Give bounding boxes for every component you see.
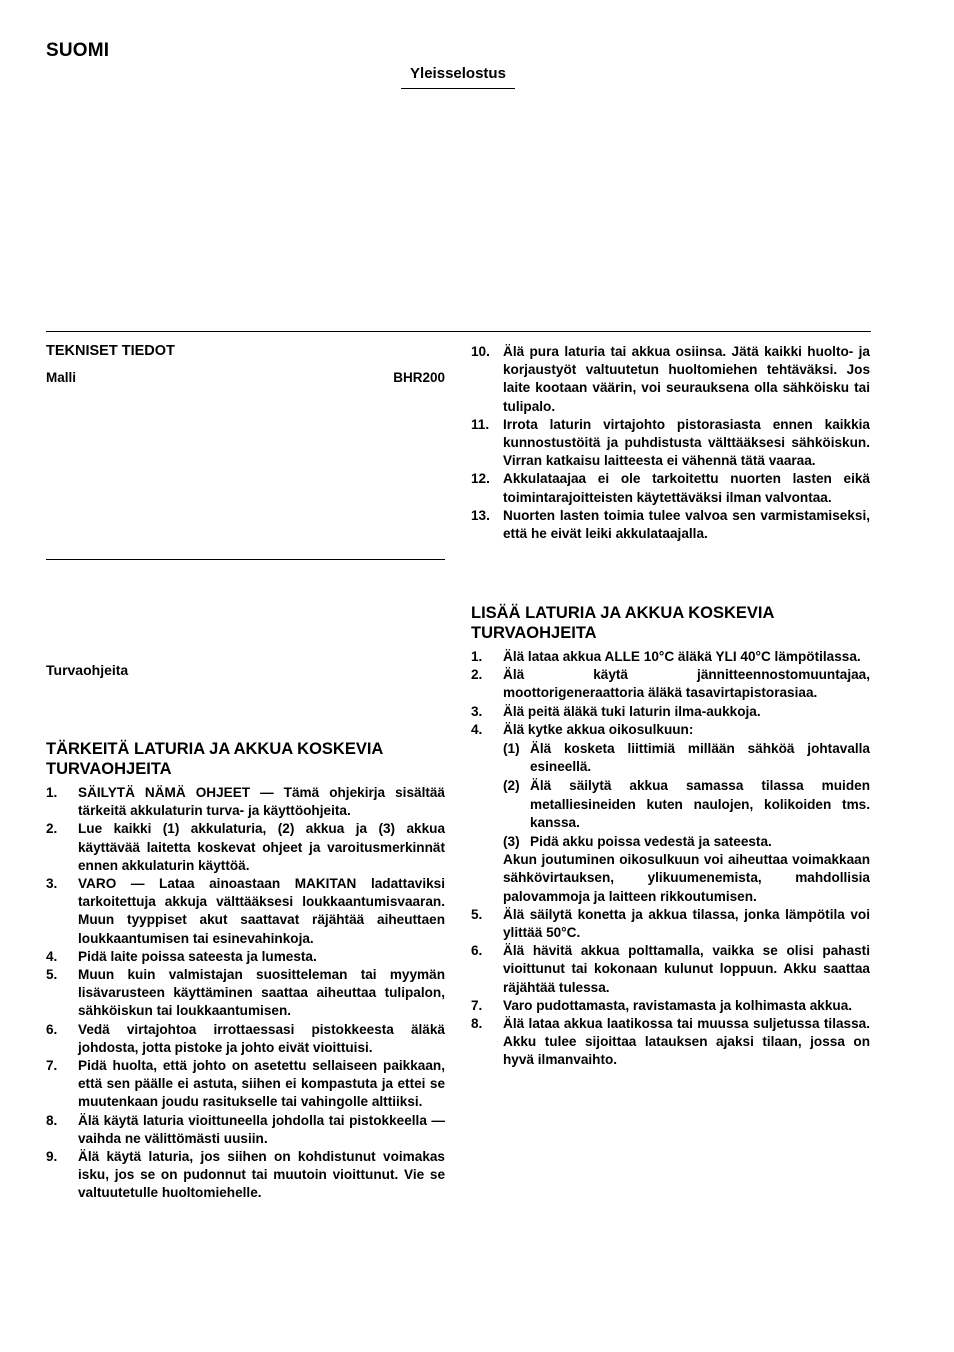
full-width-divider <box>46 331 871 332</box>
list-item: 7. Varo pudottamasta, ravistamasta ja kolhimasta akkua. <box>471 997 853 1013</box>
list-item: 2. Lue kaikki (1) akkulaturia, (2) akkua ja (3) akkua käyttävää laitetta koskevat ohjeet ja varoitusmerkinnät ennen akkulaturin käyttöä. <box>46 821 445 873</box>
list-item: 11. Irrota laturin virtajohto pistorasiasta ennen kaikkia kunnostustöitä ja puhdistusta välttääksesi sähköiskun. Virran katkaisu laitteesta ei vähennä tätä vaaraa. <box>471 416 870 469</box>
sub-list-item: (3) Pidä akku poissa vedestä ja sateesta. <box>503 834 772 850</box>
list-item: 13. Nuorten lasten toimia tulee valvoa sen varmistamiseksi, että he eivät leiki akkulataajalla. <box>471 507 870 542</box>
safety-label: Turvaohjeita <box>46 662 129 678</box>
specs-heading: TEKNISET TIEDOT <box>46 343 175 359</box>
list-item-text: Älä kytke akkua oikosulkuun: <box>503 721 694 737</box>
important-heading: TÄRKEITÄ LATURIA JA AKKUA KOSKEVIA TURVAOHJEITA <box>46 740 383 778</box>
list-item: 6. Vedä virtajohtoa irrottaessasi pistokkeesta äläkä johdosta, jotta pistoke ja johto eivät vioittuisi. <box>46 1021 445 1055</box>
list-item: 8. Älä lataa akkua laatikossa tai muussa suljetussa tilassa. Akku tulee sijoittaa latauksen ajaksi tilaan, jossa on hyvä ilmanvaihto. <box>471 1016 870 1068</box>
sub-list-item: (1) Älä kosketa liittimiä millään sähköä johtavalla esineellä. <box>503 741 870 775</box>
important-list-left <box>46 784 445 1203</box>
list-item: 7. Pidä huolta, että johto on asetettu sellaiseen paikkaan, että sen päälle ei astuta, siihen ei kompastuta ja ettei se muutenkaan joudu rasitukselle tai vahingolle alttiiksi. <box>46 1058 445 1110</box>
specs-divider <box>46 559 445 560</box>
additional-list <box>471 648 870 1070</box>
language-label: SUOMI <box>46 40 110 61</box>
list-item: 12. Akkulataajaa ei ole tarkoitettu nuorten lasten eikä toimintarajoitteisten käytettäväksi ilman valvontaa. <box>471 471 870 505</box>
list-item: 6. Älä hävitä akkua polttamalla, vaikka se olisi pahasti vioittunut tai kokonaan kulunut loppuun. Akku saattaa räjähtää tulessa. <box>471 943 870 995</box>
list-item: 3. Älä peitä äläkä tuki laturin ilma-aukkoja. <box>471 703 761 719</box>
list-item: 8. Älä käytä laturia vioittuneella johdolla tai pistokkeella — vaihda ne välittömästi uusiin. <box>46 1112 445 1146</box>
spec-row-model <box>46 370 445 385</box>
important-list-right <box>471 343 870 543</box>
spec-model-label: Malli <box>46 370 77 385</box>
section-title: Yleisselostus <box>401 65 515 89</box>
spec-model-value: BHR200 <box>393 370 445 385</box>
list-item: 5. Älä säilytä konetta ja akkua tilassa, jonka lämpötila voi ylittää 50°C. <box>471 906 870 941</box>
additional-heading: LISÄÄ LATURIA JA AKKUA KOSKEVIA TURVAOHJEITA <box>471 604 774 642</box>
list-item: 1. SÄILYTÄ NÄMÄ OHJEET — Tämä ohjekirja sisältää tärkeitä akkulaturin turva- ja käyttöohjeita. <box>46 785 445 819</box>
sub-list-item: (2) Älä säilytä akkua samassa tilassa muiden metalliesineiden kuten naulojen, kolikoiden tms. kanssa. <box>503 778 870 830</box>
list-item: 9. Älä käytä laturia, jos siihen on kohdistunut voimakas isku, jos se on pudonnut tai muutoin vioittunut. Vie se valtuutetulle huoltomiehelle. <box>46 1149 445 1201</box>
list-item: 2. Älä käytä jännitteennostomuuntajaa, moottorigeneraattoria äläkä tasavirtapistorasiaa. <box>471 667 870 701</box>
list-item: 4. Älä kytke akkua oikosulkuun: (1) Älä kosketa liittimiä millään sähköä johtavalla esineellä. (2) Älä säilytä akkua samassa tilassa muiden metalliesineiden kuten naulojen, kolikoiden tms. kanssa. (3) Pidä akku poissa vedestä ja sateesta. Akun joutuminen oikosulkuun voi aiheuttaa voimakkaan sähkövirtauksen, ylikuumenemista, mahdollisia palovammoja ja laitteen rikkoutumisen. <box>471 721 870 906</box>
sub-note: Akun joutuminen oikosulkuun voi aiheuttaa voimakkaan sähkövirtauksen, ylikuumenemista, mahdollisia palovammoja ja laitteen rikkoutumisen. <box>503 852 870 904</box>
list-item: 1. Älä lataa akkua ALLE 10°C äläkä YLI 40°C lämpötilassa. <box>471 649 861 664</box>
list-item: 10. Älä pura laturia tai akkua osiinsa. Jätä kaikki huolto- ja korjaustyöt valtuutetun huoltomiehen tehtäväksi. Jos laite kootaan väärin, voi seurauksena olla sähköisku tai tulipalo. <box>471 344 870 414</box>
list-item: 3. VARO — Lataa ainoastaan MAKITAN ladattaviksi tarkoitettuja akkuja välttääksesi loukkaantumisvaaran. Muun tyyppiset akut saattavat räjähtää aiheuttaen loukkaantumisen tai esinevahinkoja. <box>46 876 445 946</box>
list-item: 5. Muun kuin valmistajan suositteleman tai myymän lisävarusteen käyttäminen saattaa aiheuttaa tulipalon, sähköiskun tai loukkaantumisen. <box>46 967 445 1019</box>
list-item: 4. Pidä laite poissa sateesta ja lumesta. <box>46 948 317 964</box>
